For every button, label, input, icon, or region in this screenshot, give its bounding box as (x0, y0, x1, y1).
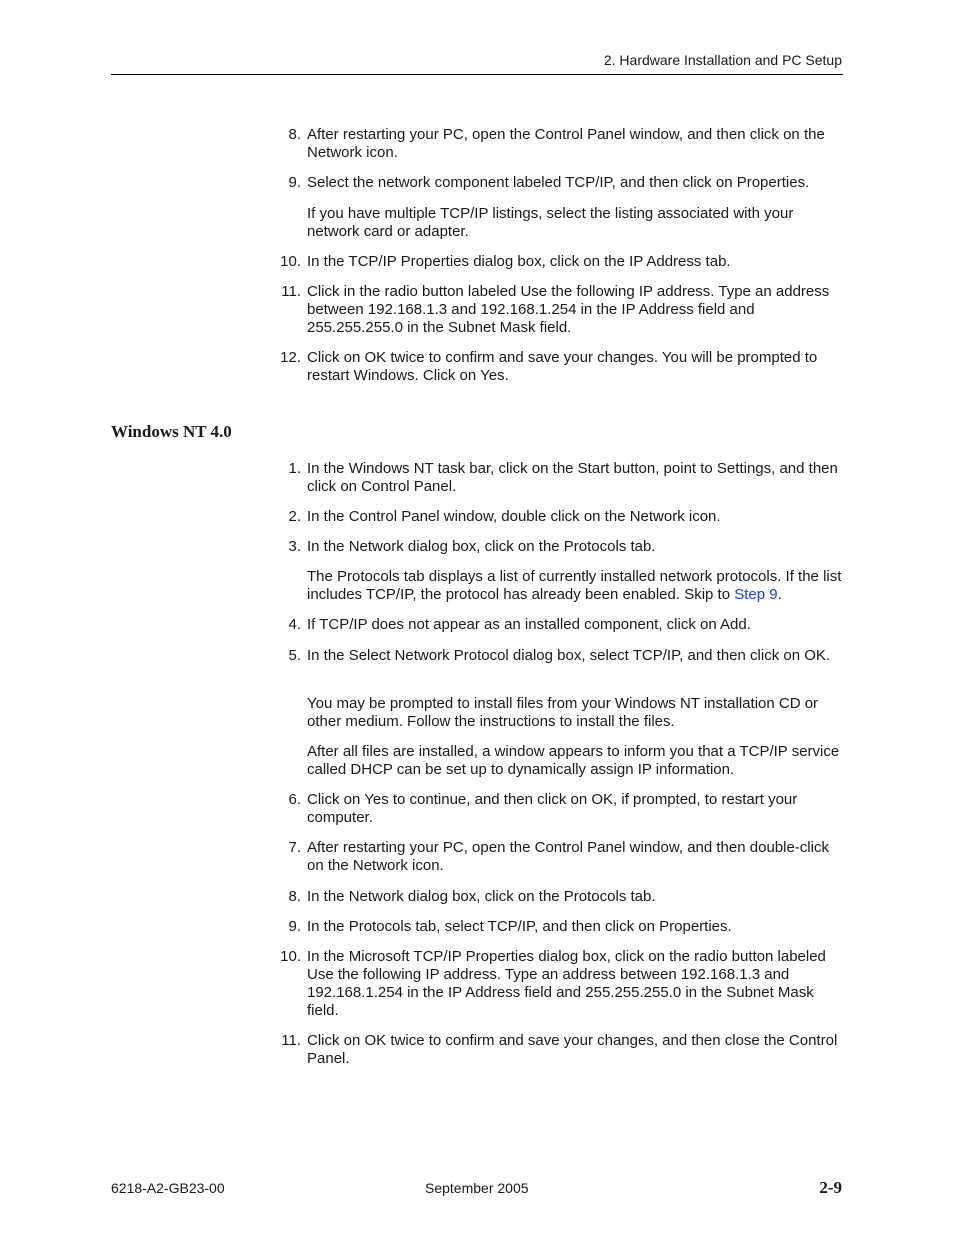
list-item (276, 508, 844, 526)
step-text: In the TCP/IP Properties dialog box, click on the IP Address tab. (307, 253, 731, 270)
step-text: Click on OK twice to confirm and save your changes. You will be prompted to restart Windows. Click on Yes. (307, 349, 818, 384)
step-number: 10. (280, 253, 301, 270)
note-text: The Protocols tab displays a list of currently installed network protocols. If the list includes TCP/IP, the protocol has already been enabled. Skip to (307, 568, 842, 603)
step-text: If TCP/IP does not appear as an installed component, click on Add. (307, 616, 751, 633)
step-number: 4. (288, 616, 301, 633)
step-text: After restarting your PC, open the Control Panel window, and then click on the Network icon. (307, 126, 825, 161)
chapter-title: 2. Hardware Installation and PC Setup (603, 52, 842, 68)
step-number: 12. (280, 349, 301, 366)
list-item (276, 460, 844, 496)
step-number: 10. (280, 948, 301, 965)
step-number: 8. (288, 126, 301, 143)
section-heading: Windows NT 4.0 (111, 422, 232, 441)
step-number: 6. (288, 791, 301, 808)
step-number: 7. (288, 839, 301, 856)
list-item (276, 174, 844, 192)
step-note (307, 568, 844, 604)
header-divider (111, 74, 843, 75)
step-text: Select the network component labeled TCP/IP, and then click on Properties. (307, 174, 810, 191)
step-number: 11. (281, 283, 301, 300)
step-text: In the Protocols tab, select TCP/IP, and then click on Properties. (307, 918, 732, 935)
list-item (276, 616, 844, 634)
list-item (276, 647, 844, 665)
step-text: Click on OK twice to confirm and save your changes, and then close the Control Panel. (307, 1032, 838, 1067)
step-text: In the Network dialog box, click on the Protocols tab. (307, 888, 656, 905)
step-text: In the Windows NT task bar, click on the Start button, point to Settings, and then click on Control Panel. (307, 460, 838, 495)
list-item (276, 126, 844, 162)
step-text: In the Network dialog box, click on the Protocols tab. (307, 538, 656, 555)
step-note: If you have multiple TCP/IP listings, select the listing associated with your network card or adapter. (307, 205, 794, 240)
step-number: 11. (281, 1032, 301, 1049)
step-text: Click in the radio button labeled Use the following IP address. Type an address between 192.168.1.3 and 192.168.1.254 in the IP Address field and 255.255.255.0 in the Subnet Mask field. (307, 283, 830, 336)
step-number: 9. (288, 918, 301, 935)
list-item (276, 253, 844, 271)
step-number: 1. (288, 460, 301, 477)
list-item (276, 791, 844, 827)
publication-date: September 2005 (425, 1180, 529, 1196)
list-item (276, 839, 844, 875)
step-text: Click on Yes to continue, and then click on OK, if prompted, to restart your computer. (307, 791, 798, 826)
step-note: You may be prompted to install files from your Windows NT installation CD or other medium. Follow the instructions to install the files. (307, 695, 819, 730)
step-text: In the Microsoft TCP/IP Properties dialog box, click on the radio button labeled Use the following IP address. Type an address between 192.168.1.3 and 192.168.1.254 in the IP Address field and 255.255.255.0 in the Subnet Mask field. (307, 948, 826, 1019)
list-item (276, 349, 844, 385)
note-text-end: . (777, 586, 782, 603)
list-item (276, 1032, 844, 1068)
step-number: 9. (288, 174, 301, 191)
list-item (276, 283, 844, 337)
step-9-link[interactable]: Step 9 (734, 586, 778, 603)
list-item (276, 948, 844, 1020)
step-number: 3. (288, 538, 301, 555)
list-item (276, 888, 844, 906)
step-text: After restarting your PC, open the Control Panel window, and then double-click on the Network icon. (307, 839, 829, 874)
document-number: 6218-A2-GB23-00 (111, 1180, 225, 1196)
step-text: In the Control Panel window, double click on the Network icon. (307, 508, 721, 525)
list-item (276, 918, 844, 936)
list-item (276, 538, 844, 556)
page-number: 2-9 (819, 1178, 842, 1197)
step-number: 8. (288, 888, 301, 905)
step-number: 5. (288, 647, 301, 664)
step-note: After all files are installed, a window appears to inform you that a TCP/IP service called DHCP can be set up to dynamically assign IP information. (307, 743, 840, 778)
step-number: 2. (288, 508, 301, 525)
step-text: In the Select Network Protocol dialog box, select TCP/IP, and then click on OK. (307, 647, 831, 664)
